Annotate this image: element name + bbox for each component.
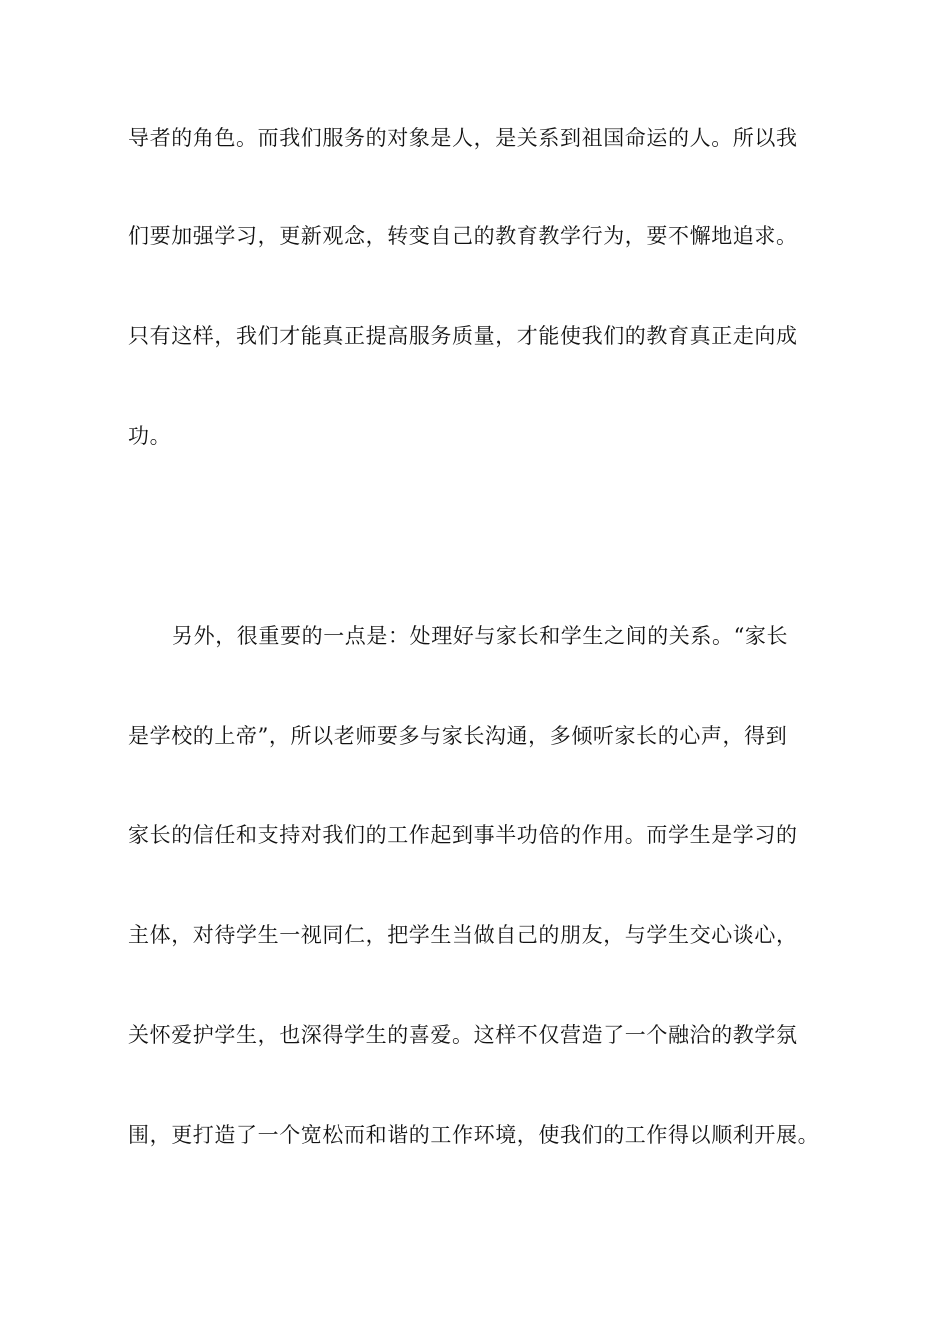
paragraph-line: 另外，很重要的一点是：处理好与家长和学生之间的关系。“家长 (172, 624, 789, 648)
paragraph-line: 们要加强学习，更新观念，转变自己的教育教学行为，要不懈地追求。 (128, 224, 798, 248)
paragraph-line: 只有这样，我们才能真正提高服务质量，才能使我们的教育真正走向成 (128, 324, 798, 348)
paragraph-line: 功。 (128, 424, 172, 448)
paragraph-line: 是学校的上帝”，所以老师要多与家长沟通，多倾听家长的心声，得到 (128, 724, 788, 748)
paragraph-line: 导者的角色。而我们服务的对象是人，是关系到祖国命运的人。所以我 (128, 126, 798, 150)
paragraph-line: 关怀爱护学生，也深得学生的喜爱。这样不仅营造了一个融洽的教学氛 (128, 1023, 798, 1047)
paragraph-line: 围，更打造了一个宽松而和谐的工作环境，使我们的工作得以顺利开展。 (128, 1123, 820, 1147)
paragraph-line: 家长的信任和支持对我们的工作起到事半功倍的作用。而学生是学习的 (128, 823, 798, 847)
paragraph-line: 主体，对待学生一视同仁，把学生当做自己的朋友，与学生交心谈心， (128, 923, 798, 947)
